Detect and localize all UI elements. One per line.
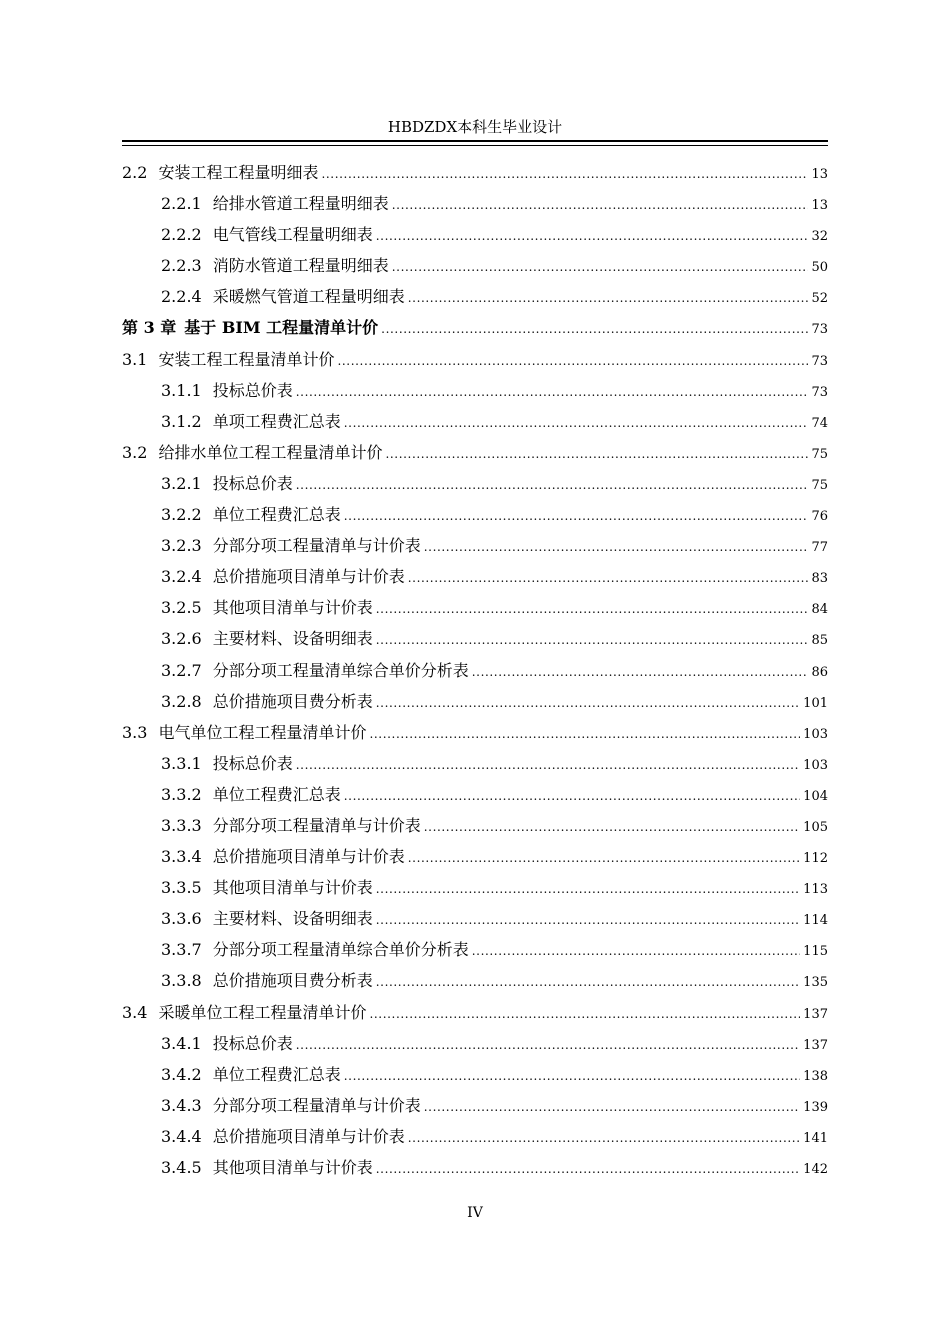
- toc-entry[interactable]: [122, 250, 828, 281]
- toc-chapter-entry[interactable]: [122, 312, 828, 343]
- toc-entry-title: 分部分项工程量清单综合单价分析表: [212, 940, 469, 960]
- toc-entry-title: 投标总价表: [212, 380, 293, 400]
- toc-entry-number: 3.3.6: [161, 909, 202, 929]
- toc-entry-page: 13: [811, 167, 828, 182]
- toc-entry-number: 3.3.3: [161, 815, 202, 835]
- page-number: IV: [467, 1205, 483, 1221]
- toc-entry-number: 3.4.2: [161, 1064, 202, 1084]
- toc-entry-number: 3.3.1: [161, 753, 202, 773]
- toc-entry[interactable]: [122, 1059, 828, 1090]
- toc-entry[interactable]: [122, 748, 828, 779]
- toc-entry-page: 103: [803, 757, 828, 773]
- toc-entry-page: 75: [811, 446, 828, 462]
- header-rule-thin: [122, 145, 828, 146]
- toc-entry[interactable]: [122, 561, 828, 592]
- toc-entry-page: 137: [803, 1037, 828, 1053]
- toc-entry-title: 主要材料、设备明细表: [212, 909, 373, 929]
- toc-entry[interactable]: [122, 499, 828, 530]
- toc-entry-page: 32: [811, 229, 828, 245]
- toc-entry[interactable]: [122, 1090, 828, 1121]
- toc-entry-title: 总价措施项目费分析表: [212, 971, 373, 991]
- toc-entry-number: 3.3.8: [161, 971, 202, 991]
- toc-entry-number: 3.1.2: [161, 411, 202, 431]
- toc-entry[interactable]: [122, 997, 828, 1028]
- toc-entry-page: 76: [811, 509, 828, 525]
- toc-entry-title: 采暖燃气管道工程量明细表: [212, 287, 405, 307]
- toc-dot-leader: [408, 561, 809, 594]
- document-header-title: HBDZDX本科生毕业设计: [387, 118, 563, 136]
- toc-entry[interactable]: [122, 530, 828, 561]
- toc-dot-leader: [392, 250, 809, 283]
- toc-entry-number: 3.2.6: [161, 629, 202, 649]
- toc-entry-title: 总价措施项目清单与计价表: [212, 1126, 405, 1146]
- toc-entry-title: 单位工程费汇总表: [212, 505, 341, 525]
- toc-dot-leader: [337, 344, 808, 377]
- toc-entry-number: 3.2.7: [161, 660, 202, 680]
- toc-dot-leader: [424, 810, 800, 843]
- toc-entry-number: 3.4.1: [161, 1033, 202, 1053]
- toc-entry-page: 137: [803, 1006, 828, 1022]
- toc-entry-page: 85: [811, 633, 828, 649]
- toc-entry-title: 电气管线工程量明细表: [212, 225, 373, 245]
- toc-entry[interactable]: [122, 841, 828, 872]
- toc-entry[interactable]: [122, 872, 828, 903]
- toc-entry-page: 75: [811, 477, 828, 493]
- toc-dot-leader: [296, 375, 809, 408]
- toc-entry[interactable]: [122, 686, 828, 717]
- toc-dot-leader: [408, 281, 809, 314]
- toc-entry-title: 投标总价表: [212, 1033, 293, 1053]
- toc-entry-title: 采暖单位工程工程量清单计价: [158, 1002, 367, 1022]
- toc-dot-leader: [424, 530, 809, 563]
- toc-entry-page: 113: [803, 882, 828, 898]
- toc-entry[interactable]: [122, 157, 828, 188]
- toc-entry-page: 83: [811, 571, 828, 587]
- toc-entry-number: 3.2: [122, 442, 148, 462]
- toc-entry-title: 安装工程工程量明细表: [158, 163, 319, 182]
- toc-entry-page: 141: [803, 1130, 828, 1146]
- toc-dot-leader: [321, 157, 808, 190]
- toc-entry-number: 2.2: [122, 163, 148, 182]
- toc-entry-page: 73: [811, 384, 828, 400]
- toc-entry-page: 142: [803, 1162, 828, 1177]
- toc-entry[interactable]: [122, 437, 828, 468]
- toc-entry-title: 单位工程费汇总表: [212, 784, 341, 804]
- toc-entry-number: 3.3.5: [161, 878, 202, 898]
- toc-entry[interactable]: [122, 1028, 828, 1059]
- toc-entry[interactable]: [122, 934, 828, 965]
- toc-entry-page: 73: [811, 322, 828, 338]
- toc-dot-leader: [376, 219, 809, 252]
- toc-entry-title: 给排水管道工程量明细表: [212, 194, 389, 214]
- toc-dot-leader: [472, 655, 809, 688]
- toc-dot-leader: [296, 468, 809, 501]
- toc-entry-number: 2.2.3: [161, 256, 202, 276]
- toc-entry[interactable]: [122, 623, 828, 654]
- toc-entry-page: 13: [811, 198, 828, 214]
- toc-dot-leader: [296, 1028, 800, 1061]
- toc-dot-leader: [408, 1121, 800, 1154]
- toc-entry-page: 84: [811, 602, 828, 618]
- toc-entry-number: 2.2.2: [161, 225, 202, 245]
- toc-entry[interactable]: [122, 655, 828, 686]
- toc-entry[interactable]: [122, 810, 828, 841]
- toc-dot-leader: [344, 779, 800, 812]
- toc-entry-title: 投标总价表: [212, 753, 293, 773]
- toc-entry[interactable]: [122, 219, 828, 250]
- toc-entry-page: 104: [803, 788, 828, 804]
- toc-entry-page: 115: [803, 944, 828, 960]
- toc-entry[interactable]: [122, 717, 828, 748]
- toc-entry-page: 112: [803, 851, 828, 867]
- toc-entry[interactable]: [122, 281, 828, 312]
- toc-dot-leader: [376, 623, 809, 656]
- toc-entry-page: 86: [811, 664, 828, 680]
- toc-entry-title: 安装工程工程量清单计价: [158, 349, 335, 369]
- toc-dot-leader: [344, 499, 809, 532]
- toc-dot-leader: [376, 903, 800, 936]
- toc-dot-leader: [344, 406, 809, 439]
- toc-entry[interactable]: [122, 1121, 828, 1152]
- toc-entry-number: 2.2.1: [161, 194, 202, 214]
- toc-entry-title: 投标总价表: [212, 473, 293, 493]
- toc-entry[interactable]: [122, 344, 828, 375]
- toc-entry-title: 主要材料、设备明细表: [212, 629, 373, 649]
- toc-dot-leader: [376, 872, 800, 905]
- toc-entry-number: 3.3: [122, 722, 148, 742]
- toc-entry-page: 139: [803, 1099, 828, 1115]
- toc-entry-title: 给排水单位工程工程量清单计价: [158, 442, 383, 462]
- toc-entry-number: 3.4.3: [161, 1095, 202, 1115]
- toc-entry-page: 77: [811, 540, 828, 556]
- toc-entry-title: 基于 BIM 工程量清单计价: [184, 318, 379, 338]
- toc-entry-title: 分部分项工程量清单综合单价分析表: [212, 660, 469, 680]
- toc-dot-leader: [296, 748, 800, 781]
- toc-entry-page: 50: [811, 260, 828, 276]
- toc-entry-title: 消防水管道工程量明细表: [212, 256, 389, 276]
- toc-entry-title: 分部分项工程量清单与计价表: [212, 536, 421, 556]
- table-of-contents: [122, 157, 828, 1183]
- toc-entry-number: 3.2.5: [161, 598, 202, 618]
- toc-entry-number: 3.3.7: [161, 940, 202, 960]
- toc-entry-number: 2.2.4: [161, 287, 202, 307]
- toc-entry-page: 52: [811, 291, 828, 307]
- toc-entry[interactable]: [122, 375, 828, 406]
- toc-entry[interactable]: [122, 965, 828, 996]
- toc-entry-number: 3.3.4: [161, 847, 202, 867]
- toc-entry-page: 135: [803, 975, 828, 991]
- toc-entry-number: 3.3.2: [161, 784, 202, 804]
- toc-dot-leader: [376, 1152, 800, 1185]
- toc-dot-leader: [376, 686, 800, 719]
- toc-entry-title: 总价措施项目费分析表: [212, 691, 373, 711]
- toc-entry[interactable]: [122, 406, 828, 437]
- toc-entry[interactable]: [122, 779, 828, 810]
- toc-entry-title: 总价措施项目清单与计价表: [212, 847, 405, 867]
- toc-entry[interactable]: [122, 468, 828, 499]
- header-rule-thick: [122, 140, 828, 142]
- toc-entry-number: 3.2.1: [161, 473, 202, 493]
- toc-entry-page: 74: [811, 415, 828, 431]
- toc-entry-page: 105: [803, 819, 828, 835]
- toc-entry-title: 其他项目清单与计价表: [212, 598, 373, 618]
- toc-entry-number: 3.2.8: [161, 691, 202, 711]
- toc-dot-leader: [472, 934, 800, 967]
- toc-entry-page: 114: [803, 913, 828, 929]
- toc-entry-number: 3.4.5: [161, 1158, 202, 1177]
- toc-entry-page: 101: [803, 695, 828, 711]
- toc-entry-number: 3.4.4: [161, 1126, 202, 1146]
- toc-entry-page: 103: [803, 726, 828, 742]
- toc-dot-leader: [376, 592, 809, 625]
- toc-entry-number: 3.1: [122, 349, 148, 369]
- toc-entry[interactable]: [122, 592, 828, 623]
- toc-dot-leader: [376, 965, 800, 998]
- toc-dot-leader: [369, 717, 800, 750]
- toc-entry[interactable]: [122, 1152, 828, 1183]
- toc-dot-leader: [385, 437, 808, 470]
- toc-entry-title: 电气单位工程工程量清单计价: [158, 722, 367, 742]
- toc-entry-number: 3.2.2: [161, 505, 202, 525]
- toc-entry-page: 73: [811, 353, 828, 369]
- toc-entry-number: 3.2.3: [161, 536, 202, 556]
- toc-entry-title: 单位工程费汇总表: [212, 1064, 341, 1084]
- toc-dot-leader: [344, 1059, 800, 1092]
- toc-dot-leader: [369, 997, 800, 1030]
- toc-entry-title: 分部分项工程量清单与计价表: [212, 815, 421, 835]
- toc-entry-title: 分部分项工程量清单与计价表: [212, 1095, 421, 1115]
- toc-entry-number: 3.2.4: [161, 567, 202, 587]
- toc-entry[interactable]: [122, 188, 828, 219]
- toc-dot-leader: [392, 188, 809, 221]
- toc-dot-leader: [381, 312, 808, 345]
- toc-entry-title: 其他项目清单与计价表: [212, 1158, 373, 1177]
- toc-entry-title: 总价措施项目清单与计价表: [212, 567, 405, 587]
- toc-dot-leader: [424, 1090, 800, 1123]
- toc-entry-number: 3.4: [122, 1002, 148, 1022]
- toc-entry-title: 单项工程费汇总表: [212, 411, 341, 431]
- toc-entry-number: 第 3 章: [122, 318, 177, 338]
- toc-entry-number: 3.1.1: [161, 380, 202, 400]
- toc-entry[interactable]: [122, 903, 828, 934]
- toc-dot-leader: [408, 841, 800, 874]
- toc-entry-title: 其他项目清单与计价表: [212, 878, 373, 898]
- toc-entry-page: 138: [803, 1068, 828, 1084]
